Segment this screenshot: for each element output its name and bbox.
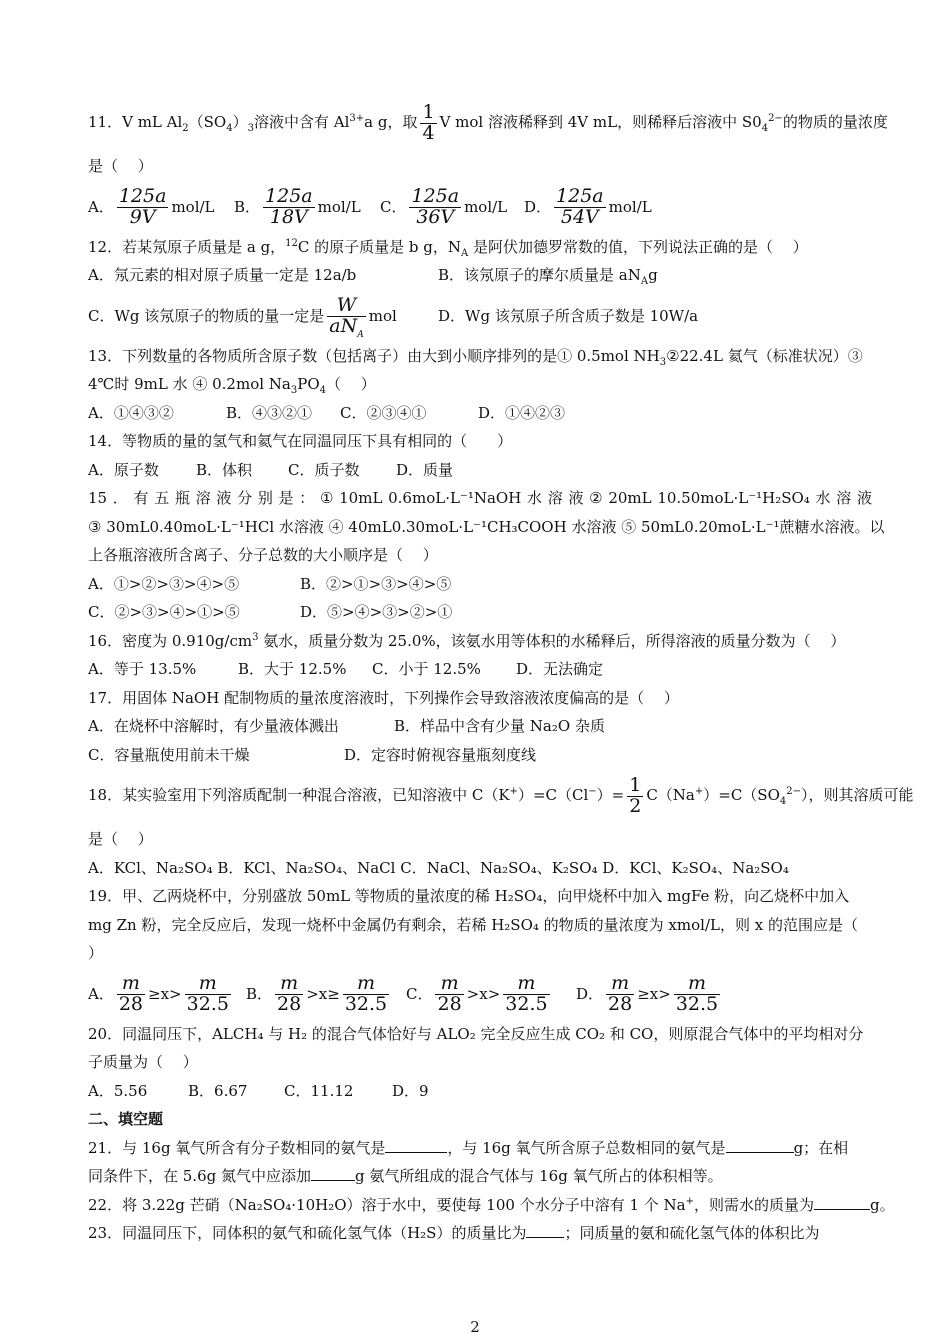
q22-line: 22．将 3.22g 芒硝（Na₂SO₄·10H₂O）溶于水中，要使每 100 个水分子中溶有 1 个 Na+，则需水的质量为 g。 — [88, 1195, 895, 1214]
q12-options-ab: A．氖元素的相对原子质量一定是 12a/b B．该氖原子的摩尔质量是 $aN_Ag$ — [88, 266, 658, 287]
q16-options: A．等于 13.5% B．大于 12.5% C．小于 12.5% D．无法确定 — [88, 660, 604, 678]
q12-stem: 12．若某氖原子质量是 a g，$^{12}$C 的原子质量是 b g，$N_A$ 是阿伏加德罗常数的值，下列说法正确的是（ ） — [88, 237, 808, 259]
q19-option-b: B． $\frac{m}{28}$ >x≥ $\frac{m}{32.5}$ — [246, 972, 388, 1015]
q11-line1: 11．V mL $Al_2(SO_4)_3$溶液中含有 $Al^{3+}a$ g，取 $\frac{1}{4}$ V mol 溶液稀释到 4V mL，则稀释后溶液中 $S0_4^{2-}$的物质的量浓度 — [88, 100, 888, 144]
section-heading-fill-in: 二、填空题 — [88, 1110, 164, 1128]
q11-line2: 是（ ） — [88, 157, 153, 175]
q11-option-d: D． $\frac{125a}{54V}$ mol/L — [524, 185, 652, 228]
q15-line3: 上各瓶溶液所含离子、分子总数的大小顺序是（ ） — [88, 546, 438, 564]
q13-line2: 4℃时 9mL 水 ④ 0.2mol $Na_3PO_4$（ ） — [88, 375, 376, 396]
q11-option-c: C． $\frac{125a}{36V}$ mol/L — [380, 185, 508, 228]
q21-line2: 同条件下，在 5.6g 氮气中应添加 g 氨气所组成的混合气体与 16g 氧气所占的体积相等。 — [88, 1167, 723, 1185]
answer-blank[interactable] — [526, 1223, 564, 1238]
page-number: 2 — [470, 1318, 480, 1336]
q17-options-cd: C．容量瓶使用前未干燥 D．定容时俯视容量瓶刻度线 — [88, 745, 537, 764]
answer-blank[interactable] — [385, 1138, 447, 1153]
q18-line2: 是（ ） — [88, 830, 153, 848]
q11-fraction: $\frac{1}{4}$ — [422, 100, 435, 144]
q19-option-d: D． $\frac{m}{28}$ ≥x> $\frac{m}{32.5}$ — [576, 972, 719, 1015]
q15-line1: 15 ． 有 五 瓶 溶 液 分 别 是 ： ① 10mL 0.6moL·L⁻¹NaOH 水 溶 液 ② 20mL 10.50moL·L⁻¹H₂SO₄ 水 溶 液 — [88, 489, 872, 507]
q19-option-a: A． $\frac{m}{28}$ ≥x> $\frac{m}{32.5}$ — [88, 972, 229, 1015]
q19-line2: mg Zn 粉，完全反应后，发现一烧杯中金属仍有剩余，若稀 H₂SO₄ 的物质的量浓度为 xmol/L，则 x 的范围应是（ — [88, 915, 858, 934]
answer-blank[interactable] — [311, 1166, 355, 1181]
q15-line2: ③ 30mL0.40moL·L⁻¹HCl 水溶液 ④ 40mL0.30moL·L⁻¹CH₃COOH 水溶液 ⑤ 50mL0.20moL·L⁻¹蔗糖水溶液。以 — [88, 517, 885, 536]
q19-options — [88, 968, 872, 1020]
q14-stem: 14．等物质的量的氢气和氦气在同温同压下具有相同的（ ） — [88, 432, 513, 450]
q16-stem: 16．密度为 $0.910g/cm^3$ 氨水，质量分数为 25.0%，该氨水用等体积的水稀释后，所得溶液的质量分数为（ ） — [88, 631, 846, 650]
q20-options: A．5.56 B．6.67 C．11.12 D．9 — [88, 1081, 429, 1100]
q11-option-a: A． $\frac{125a}{9V}$ mol/L — [88, 185, 215, 228]
answer-blank[interactable] — [726, 1138, 794, 1153]
q19-option-c: C． $\frac{m}{28}$ >x> $\frac{m}{32.5}$ — [406, 972, 548, 1015]
q18-line1: 18．某实验室用下列溶质配制一种混合溶液，已知溶液中 C（K+）=C（Cl−）= $\frac{1}{2}$ $C(Na^+)=C(SO_4^{2-})$，则其溶质可能 — [88, 773, 914, 817]
q19-line1: 19．甲、乙两烧杯中，分别盛放 50mL 等物质的量浓度的稀 H₂SO₄，向甲烧杯中加入 mgFe 粉，向乙烧杯中加入 — [88, 887, 850, 905]
q13-options: A．①④③② B．④③②① C．②③④① D．①④②③ — [88, 403, 566, 422]
q17-stem: 17．用固体 NaOH 配制物质的量浓度溶液时，下列操作会导致溶液浓度偏高的是（ ） — [88, 688, 679, 707]
q23-line: 23．同温同压下，同体积的氨气和硫化氢气体（H₂S）的质量比为 ；同质量的氨和硫化氢气体的体积比为 — [88, 1224, 820, 1242]
answer-blank[interactable] — [814, 1195, 870, 1210]
q18-fraction: $\frac{1}{2}$ — [629, 773, 642, 817]
q11-option-b: B． $\frac{125a}{18V}$ mol/L — [234, 185, 361, 228]
q14-options: A．原子数 B．体积 C．质子数 D．质量 — [88, 460, 454, 479]
q19-line3: ） — [88, 944, 104, 962]
document-page — [88, 96, 914, 1248]
q18-options: A．KCl、Na₂SO₄ B．KCl、Na₂SO₄、NaCl C．NaCl、Na₂SO₄、K₂SO₄ D．KCl、K₂SO₄、Na₂SO₄ — [88, 858, 789, 877]
q15-options-cd: C．②>③>④>①>⑤ D．⑤>④>③>②>① — [88, 603, 453, 621]
q12-options-cd: C．Wg 该氖原子的物质的量一定是 $\frac{W}{aN_A}$ mol D．Wg 该氖原子所含质子数是 10W/a — [88, 294, 699, 340]
q17-options-ab: A．在烧杯中溶解时，有少量液体溅出 B．样品中含有少量 Na₂O 杂质 — [88, 717, 605, 735]
q20-line1: 20．同温同压下，ALCH₄ 与 H₂ 的混合气体恰好与 ALO₂ 完全反应生成 CO₂ 和 CO，则原混合气体中的平均相对分 — [88, 1024, 864, 1043]
q11-options — [88, 181, 872, 233]
q15-options-ab: A．①>②>③>④>⑤ B．②>①>③>④>⑤ — [88, 574, 452, 593]
q13-line1: 13．下列数量的各物质所含原子数（包括离子）由大到小顺序排列的是① 0.5mol $NH_3②22.4L$ 氦气（标准状况）③ — [88, 346, 863, 368]
q21-line1: 21．与 16g 氧气所含有分子数相同的氨气是 ，与 16g 氧气所含原子总数相同的氨气是 g；在相 — [88, 1138, 849, 1157]
q20-line2: 子质量为（ ） — [88, 1053, 198, 1071]
